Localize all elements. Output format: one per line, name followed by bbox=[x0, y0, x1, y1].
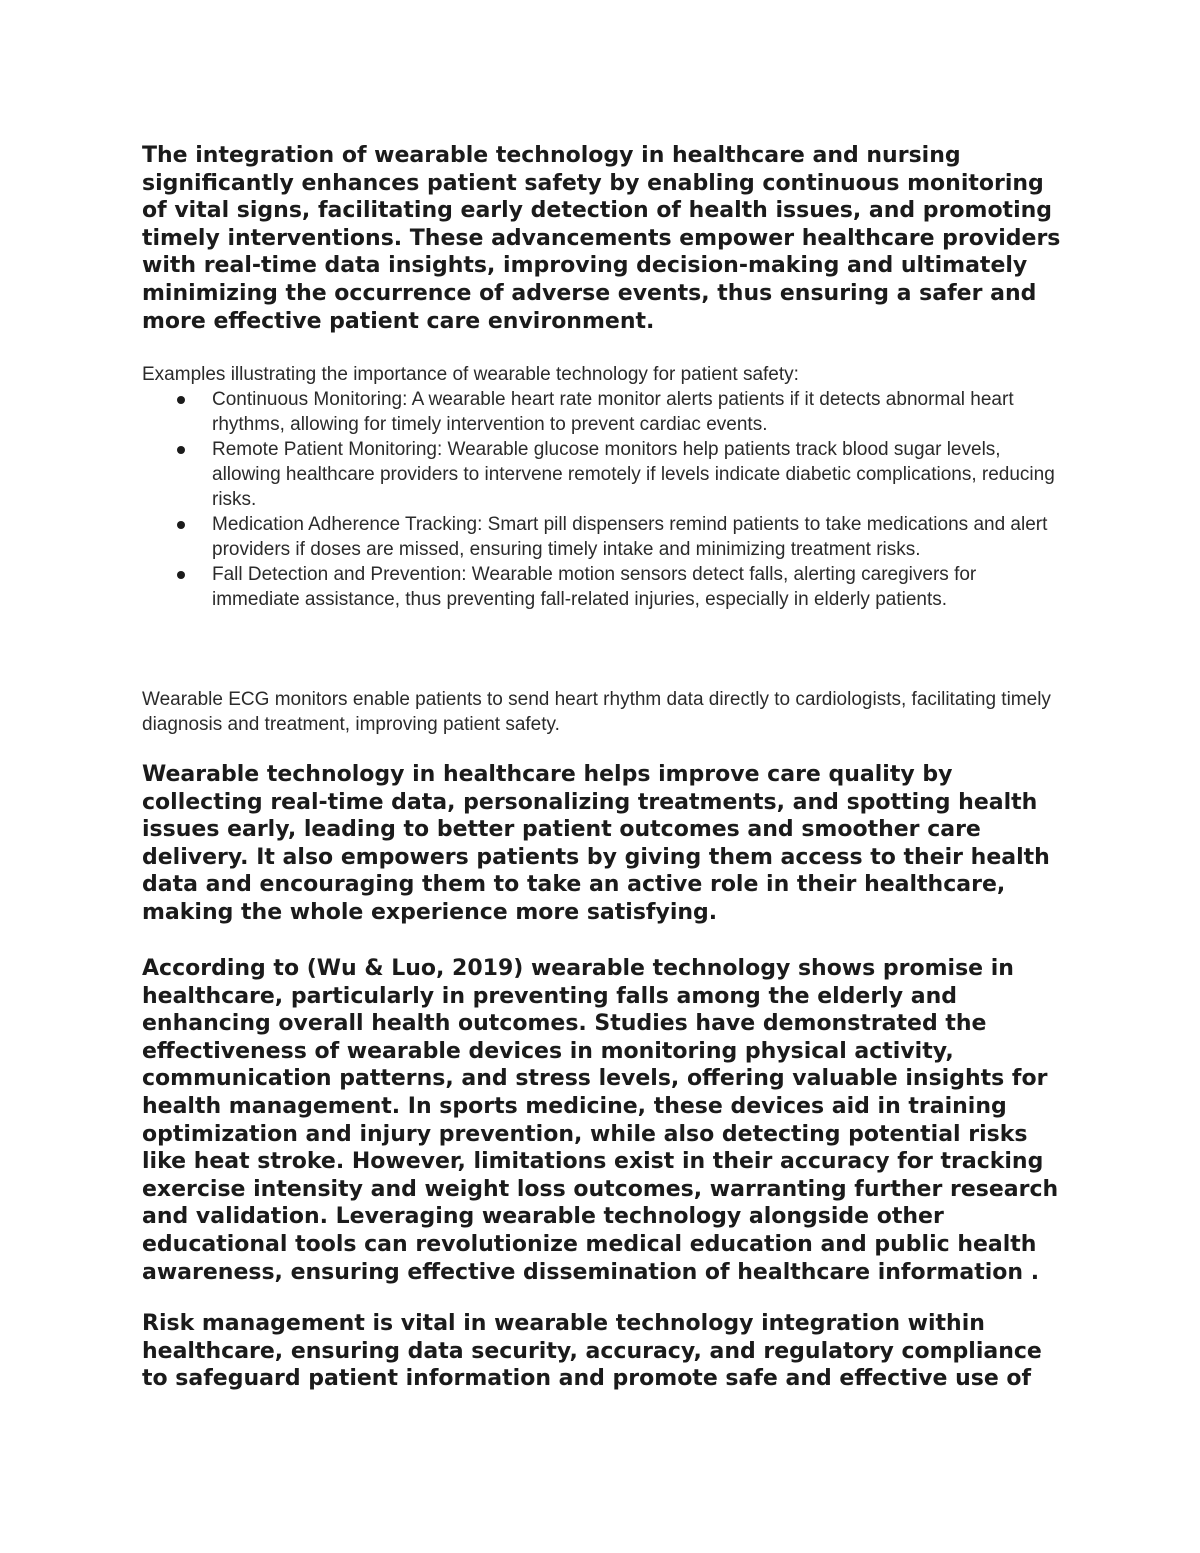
care-quality-paragraph: Wearable technology in healthcare helps improve care quality by collecting real-time data, personalizing treatments, and spotting health issues early, leading to better patient outcomes and smoother care delivery. It also empowers patients by giving them access to their health data and encouraging them to take an active role in their healthcare, making the whole experience more satisfying. bbox=[142, 762, 1050, 925]
risk-management-paragraph: Risk management is vital in wearable technology integration within healthcare, ensuring data security, accuracy, and regulatory compliance to safeguard patient information and promote safe and effective use of bbox=[142, 1311, 1042, 1392]
intro-paragraph: The integration of wearable technology in healthcare and nursing significantly enhances patient safety by enabling continuous monitoring of vital signs, facilitating early detection of health issues, and promoting timely interventions. These advancements empower healthcare providers with real-time data insights, improving decision-making and ultimately minimizing the occurrence of adverse events, thus ensuring a safer and more effective patient care environment. bbox=[142, 143, 1061, 334]
bullet-icon bbox=[177, 571, 185, 579]
bullet-icon bbox=[177, 396, 185, 404]
list-item bbox=[142, 437, 1062, 512]
example-medication-adherence: Medication Adherence Tracking: Smart pill dispensers remind patients to take medications and alert providers if doses are missed, ensuring timely intake and minimizing treatment risks. bbox=[212, 514, 1048, 560]
examples-list bbox=[142, 387, 1062, 612]
bullet-icon bbox=[177, 521, 185, 529]
list-item bbox=[142, 387, 1062, 437]
example-fall-detection: Fall Detection and Prevention: Wearable motion sensors detect falls, alerting caregivers for immediate assistance, thus preventing fall-related injuries, especially in elderly patients. bbox=[212, 564, 977, 610]
literature-paragraph: According to (Wu & Luo, 2019) wearable technology shows promise in healthcare, particularly in preventing falls among the elderly and enhancing overall health outcomes. Studies have demonstrated the effectiveness of wearable devices in monitoring physical activity, communication patterns, and stress levels, offering valuable insights for health management. In sports medicine, these devices aid in training optimization and injury prevention, while also detecting potential risks like heat stroke. However, limitations exist in their accuracy for tracking exercise intensity and weight loss outcomes, warranting further research and validation. Leveraging wearable technology alongside other educational tools can revolutionize medical education and public health awareness, ensuring effective dissemination of healthcare information . bbox=[142, 956, 1059, 1285]
list-item bbox=[142, 512, 1062, 562]
ecg-note: Wearable ECG monitors enable patients to send heart rhythm data directly to cardiologists, facilitating timely diagnosis and treatment, improving patient safety. bbox=[142, 689, 1051, 735]
examples-intro: Examples illustrating the importance of wearable technology for patient safety: bbox=[142, 364, 799, 385]
bullet-icon bbox=[177, 446, 185, 454]
example-continuous-monitoring: Continuous Monitoring: A wearable heart rate monitor alerts patients if it detects abnormal heart rhythms, allowing for timely intervention to prevent cardiac events. bbox=[212, 389, 1014, 435]
example-remote-monitoring: Remote Patient Monitoring: Wearable glucose monitors help patients track blood sugar levels, allowing healthcare providers to intervene remotely if levels indicate diabetic complications, reducing risks. bbox=[212, 439, 1055, 510]
list-item bbox=[142, 562, 1062, 612]
